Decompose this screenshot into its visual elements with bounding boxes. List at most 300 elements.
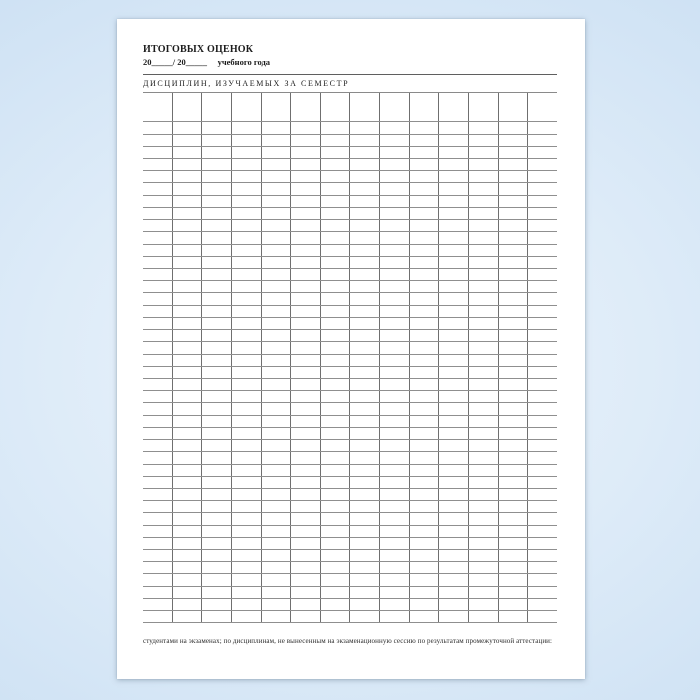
grid-cell [439, 379, 469, 390]
grid-cell [439, 269, 469, 280]
grid-cell [350, 587, 380, 598]
grid-cell [262, 355, 292, 366]
grid-cell [232, 220, 262, 231]
grid-cell [321, 147, 351, 158]
table-row [143, 245, 557, 257]
grid-cell [173, 135, 203, 146]
grid-cell [469, 318, 499, 329]
grid-cell [262, 367, 292, 378]
grid-cell [439, 550, 469, 561]
grid-cell [291, 452, 321, 463]
grid-cell [321, 587, 351, 598]
grid-cell [439, 574, 469, 585]
grid-cell [202, 391, 232, 402]
grid-cell [321, 403, 351, 414]
grid-cell [173, 574, 203, 585]
grid-cell [499, 245, 529, 256]
grid-cell [262, 587, 292, 598]
grid-cell [202, 220, 232, 231]
grid-cell [380, 562, 410, 573]
grid-cell [439, 257, 469, 268]
grid-cell [439, 538, 469, 549]
grid-cell [350, 562, 380, 573]
grid-cell [202, 501, 232, 512]
grid-cell [410, 611, 440, 622]
grid-cell [469, 122, 499, 133]
grid-cell [469, 465, 499, 476]
grid-cell [321, 513, 351, 524]
grid-cell [173, 379, 203, 390]
grid-cell [232, 452, 262, 463]
grid-cell [528, 257, 557, 268]
grid-cell [321, 526, 351, 537]
grid-cell [202, 171, 232, 182]
grid-cell [173, 245, 203, 256]
grid-cell [202, 281, 232, 292]
grid-cell [350, 550, 380, 561]
grid-cell [291, 269, 321, 280]
grid-cell [439, 513, 469, 524]
grid-cell [350, 269, 380, 280]
grid-cell [202, 489, 232, 500]
grid-cell [262, 428, 292, 439]
grid-cell [262, 281, 292, 292]
grid-cell [173, 526, 203, 537]
grid-cell [321, 257, 351, 268]
grid-cell [321, 562, 351, 573]
grid-cell [439, 93, 469, 121]
grid-cell [499, 159, 529, 170]
grid-cell [410, 208, 440, 219]
grid-cell [380, 355, 410, 366]
grid-cell [410, 428, 440, 439]
table-row [143, 318, 557, 330]
grid-cell [528, 330, 557, 341]
grid-cell [469, 281, 499, 292]
grid-cell [262, 245, 292, 256]
grid-cell [232, 355, 262, 366]
grid-cell [232, 428, 262, 439]
grid-cell [202, 599, 232, 610]
grid-cell [262, 330, 292, 341]
grid-cell [291, 93, 321, 121]
table-row [143, 355, 557, 367]
grid-cell [410, 318, 440, 329]
grid-cell [232, 513, 262, 524]
grid-cell [232, 171, 262, 182]
grid-cell [410, 342, 440, 353]
grid-cell [439, 330, 469, 341]
grid-cell [291, 428, 321, 439]
grid-cell [291, 147, 321, 158]
grid-cell [232, 342, 262, 353]
grid-cell [380, 93, 410, 121]
grid-cell [173, 232, 203, 243]
grid-cell [262, 293, 292, 304]
grid-cell [410, 93, 440, 121]
grid-cell [380, 147, 410, 158]
grid-cell [232, 232, 262, 243]
grid-cell [410, 513, 440, 524]
grid-cell [143, 538, 173, 549]
grid-cell [380, 403, 410, 414]
paper-sheet [117, 19, 585, 679]
grid-cell [232, 587, 262, 598]
grid-cell [469, 501, 499, 512]
grid-cell [410, 293, 440, 304]
grid-cell [321, 135, 351, 146]
grid-cell [173, 599, 203, 610]
grid-cell [291, 440, 321, 451]
grid-cell [380, 391, 410, 402]
grid-cell [528, 513, 557, 524]
grid-cell [262, 513, 292, 524]
grid-cell [499, 208, 529, 219]
grid-cell [202, 403, 232, 414]
table-row [143, 159, 557, 171]
grid-cell [528, 318, 557, 329]
grid-cell [143, 367, 173, 378]
grid-cell [143, 440, 173, 451]
grid-cell [202, 306, 232, 317]
grid-cell [143, 550, 173, 561]
grid-cell [143, 208, 173, 219]
grid-cell [143, 330, 173, 341]
grid-cell [528, 293, 557, 304]
grid-cell [439, 220, 469, 231]
grid-cell [469, 489, 499, 500]
grid-cell [143, 171, 173, 182]
grid-cell [410, 501, 440, 512]
grid-cell [143, 611, 173, 622]
grid-cell [528, 574, 557, 585]
grid-cell [380, 489, 410, 500]
grid-cell [202, 147, 232, 158]
grid-cell [350, 257, 380, 268]
grid-cell [469, 245, 499, 256]
grid-cell [262, 257, 292, 268]
grid-cell [173, 159, 203, 170]
grid-cell [350, 147, 380, 158]
grid-cell [173, 562, 203, 573]
grid-cell [262, 269, 292, 280]
grid-cell [350, 122, 380, 133]
grid-cell [321, 208, 351, 219]
grid-cell [143, 562, 173, 573]
grid-cell [380, 269, 410, 280]
table-row [143, 135, 557, 147]
table-row [143, 342, 557, 354]
grid-cell [439, 342, 469, 353]
grid-cell [439, 526, 469, 537]
grid-cell [291, 562, 321, 573]
grid-cell [380, 501, 410, 512]
grid-cell [380, 196, 410, 207]
table-row [143, 147, 557, 159]
grid-cell [499, 355, 529, 366]
grid-cell [499, 501, 529, 512]
grid-cell [291, 367, 321, 378]
grid-cell [528, 391, 557, 402]
grid-cell [469, 440, 499, 451]
grid-cell [499, 330, 529, 341]
grid-cell [380, 550, 410, 561]
grid-cell [469, 416, 499, 427]
grid-cell [528, 159, 557, 170]
grid-cell [321, 391, 351, 402]
grid-cell [173, 318, 203, 329]
table-row [143, 526, 557, 538]
grid-cell [173, 196, 203, 207]
grid-cell [321, 367, 351, 378]
grid-cell [410, 245, 440, 256]
grid-cell [439, 403, 469, 414]
grid-cell [173, 220, 203, 231]
grid-cell [439, 367, 469, 378]
grid-cell [143, 122, 173, 133]
grid-cell [380, 183, 410, 194]
grid-cell [321, 171, 351, 182]
grid-cell [350, 599, 380, 610]
grid-cell [499, 513, 529, 524]
grid-cell [262, 208, 292, 219]
grid-cell [410, 452, 440, 463]
table-row [143, 379, 557, 391]
grid-cell [380, 232, 410, 243]
grid-cell [380, 611, 410, 622]
grid-cell [469, 306, 499, 317]
grid-cell [291, 208, 321, 219]
grid-cell [173, 281, 203, 292]
grid-cell [291, 379, 321, 390]
grid-cell [173, 391, 203, 402]
grid-cell [350, 501, 380, 512]
grid-cell [410, 135, 440, 146]
grid-cell [380, 330, 410, 341]
grid-cell [262, 220, 292, 231]
grid-cell [499, 562, 529, 573]
grid-cell [173, 257, 203, 268]
grid-cell [350, 183, 380, 194]
grid-cell [350, 367, 380, 378]
grid-cell [232, 574, 262, 585]
grid-cell [439, 611, 469, 622]
grid-cell [202, 355, 232, 366]
grid-cell [173, 501, 203, 512]
grid-cell [202, 293, 232, 304]
grid-cell [350, 538, 380, 549]
grid-cell [439, 318, 469, 329]
grid-cell [321, 599, 351, 610]
grid-cell [291, 465, 321, 476]
grid-cell [528, 122, 557, 133]
grid-cell [291, 122, 321, 133]
grid-cell [321, 489, 351, 500]
table-row [143, 440, 557, 452]
grid-cell [143, 428, 173, 439]
grid-cell [439, 501, 469, 512]
grid-cell [321, 355, 351, 366]
grid-cell [143, 513, 173, 524]
grid-cell [291, 281, 321, 292]
grid-cell [202, 477, 232, 488]
grid-cell [202, 587, 232, 598]
grid-cell [321, 330, 351, 341]
grid-cell [439, 159, 469, 170]
grid-cell [262, 183, 292, 194]
grid-cell [321, 501, 351, 512]
grid-cell [528, 355, 557, 366]
grid-cell [202, 562, 232, 573]
grid-cell [143, 452, 173, 463]
grid-cell [410, 196, 440, 207]
grid-cell [410, 391, 440, 402]
grid-cell [232, 465, 262, 476]
grid-cell [232, 330, 262, 341]
grid-cell [469, 538, 499, 549]
grid-cell [469, 220, 499, 231]
grid-cell [321, 220, 351, 231]
grid-cell [173, 183, 203, 194]
grid-cell [439, 428, 469, 439]
grid-cell [173, 93, 203, 121]
grid-cell [528, 281, 557, 292]
grid-cell [499, 293, 529, 304]
grid-cell [291, 538, 321, 549]
grid-cell [291, 501, 321, 512]
grid-cell [350, 196, 380, 207]
grid-cell [439, 196, 469, 207]
grid-cell [469, 159, 499, 170]
grid-cell [350, 403, 380, 414]
table-row [143, 330, 557, 342]
grid-cell [469, 147, 499, 158]
grid-cell [232, 257, 262, 268]
grid-cell [469, 330, 499, 341]
grid-cell [202, 416, 232, 427]
grid-cell [350, 135, 380, 146]
table-row [143, 391, 557, 403]
grid-cell [262, 342, 292, 353]
grid-cell [143, 355, 173, 366]
grid-cell [202, 122, 232, 133]
grid-cell [143, 416, 173, 427]
grid-cell [380, 171, 410, 182]
table-row [143, 257, 557, 269]
grid-cell [469, 232, 499, 243]
grid-cell [528, 208, 557, 219]
grid-cell [291, 257, 321, 268]
grid-cell [410, 526, 440, 537]
grid-cell [232, 379, 262, 390]
grid-cell [528, 232, 557, 243]
grid-cell [528, 452, 557, 463]
grid-cell [143, 318, 173, 329]
grid-cell [321, 428, 351, 439]
grid-cell [232, 550, 262, 561]
grid-cell [321, 306, 351, 317]
grid-cell [262, 379, 292, 390]
grid-cell [350, 440, 380, 451]
grid-cell [321, 574, 351, 585]
grid-cell [262, 159, 292, 170]
grid-cell [262, 135, 292, 146]
grid-cell [202, 135, 232, 146]
grid-cell [380, 293, 410, 304]
grid-cell [202, 257, 232, 268]
grid-cell [469, 183, 499, 194]
grid-cell [380, 526, 410, 537]
grid-cell [232, 489, 262, 500]
grid-cell [143, 135, 173, 146]
grid-cell [202, 440, 232, 451]
grid-cell [499, 318, 529, 329]
table-row [143, 293, 557, 305]
grid-cell [143, 574, 173, 585]
grid-cell [232, 208, 262, 219]
grid-cell [469, 599, 499, 610]
grid-cell [410, 232, 440, 243]
grid-cell [232, 245, 262, 256]
grid-cell [410, 257, 440, 268]
table-row [143, 306, 557, 318]
grid-cell [262, 501, 292, 512]
grid-cell [528, 477, 557, 488]
grid-cell [380, 281, 410, 292]
grid-cell [321, 452, 351, 463]
grid-cell [262, 562, 292, 573]
grid-cell [410, 367, 440, 378]
grid-cell [232, 391, 262, 402]
grid-cell [202, 611, 232, 622]
grid-cell [528, 465, 557, 476]
grid-cell [410, 599, 440, 610]
grid-cell [143, 293, 173, 304]
grid-cell [350, 391, 380, 402]
grid-cell [262, 611, 292, 622]
grid-cell [173, 269, 203, 280]
grid-cell [143, 391, 173, 402]
grid-cell [202, 452, 232, 463]
grid-cell [469, 574, 499, 585]
grid-cell [232, 293, 262, 304]
grid-cell [439, 489, 469, 500]
grid-cell [321, 245, 351, 256]
grid-cell [143, 465, 173, 476]
grid-cell [528, 220, 557, 231]
grid-cell [291, 330, 321, 341]
grid-cell [380, 440, 410, 451]
grid-cell [350, 293, 380, 304]
table-row [143, 183, 557, 195]
grid-cell [528, 538, 557, 549]
grid-cell [232, 93, 262, 121]
grid-cell [528, 306, 557, 317]
grid-cell [262, 122, 292, 133]
grid-cell [410, 489, 440, 500]
grid-cell [202, 208, 232, 219]
grid-cell [143, 269, 173, 280]
grid-cell [410, 465, 440, 476]
grid-cell [173, 416, 203, 427]
grid-cell [173, 122, 203, 133]
grid-cell [143, 159, 173, 170]
grid-cell [380, 452, 410, 463]
grid-cell [439, 440, 469, 451]
grid-cell [469, 428, 499, 439]
grid-cell [350, 159, 380, 170]
table-row [143, 452, 557, 464]
